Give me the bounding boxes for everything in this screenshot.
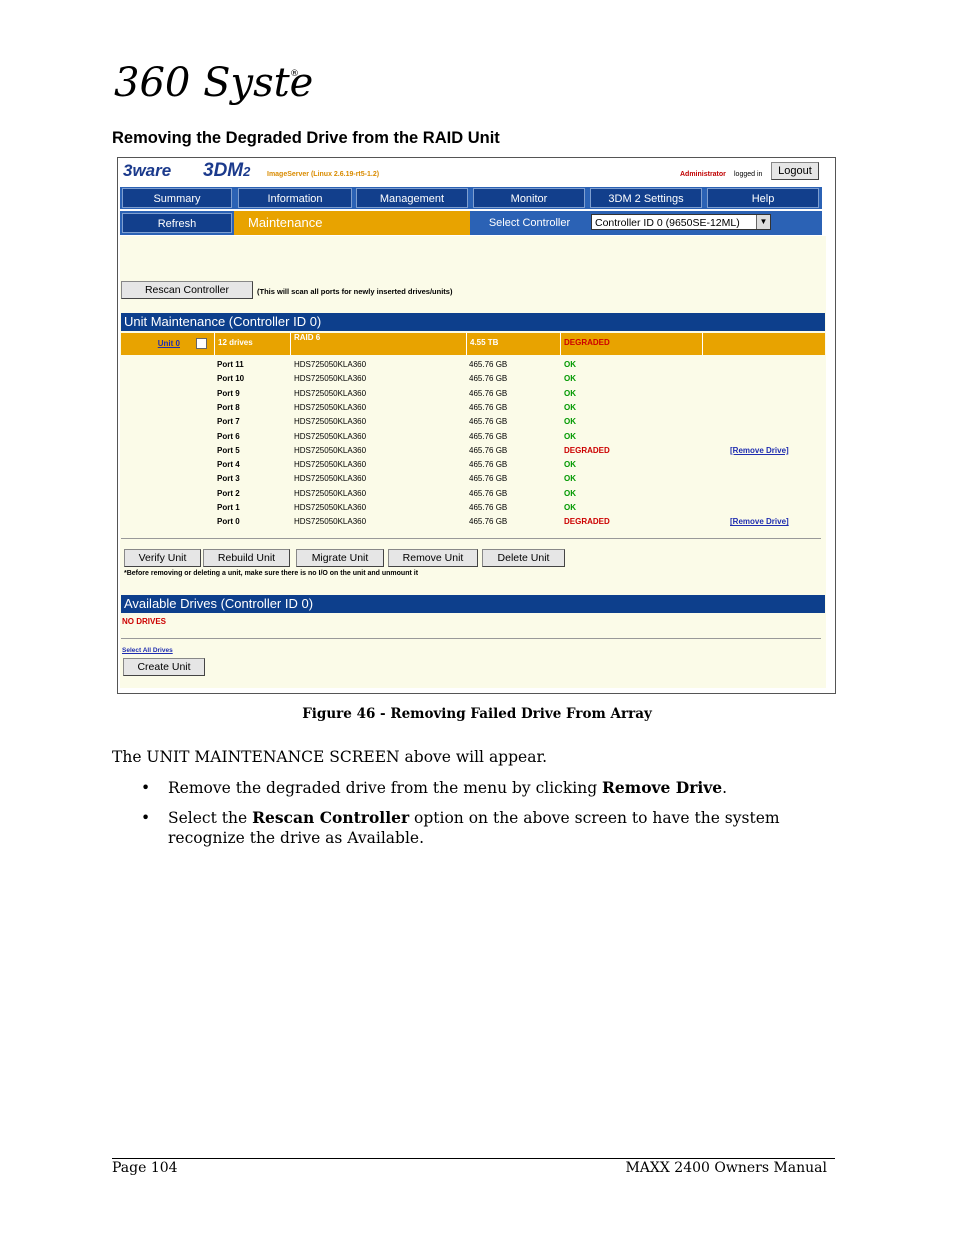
- logged-in-text: logged in: [734, 171, 763, 178]
- drive-model: HDS725050KLA360: [294, 402, 367, 412]
- migrate-unit-button[interactable]: Migrate Unit: [296, 549, 384, 567]
- unit-checkbox[interactable]: [196, 338, 207, 349]
- drive-model: HDS725050KLA360: [294, 445, 367, 455]
- content-pane: [120, 236, 826, 688]
- port-label: Port 2: [217, 488, 240, 498]
- drive-status: OK: [564, 488, 576, 498]
- drive-status: OK: [564, 431, 576, 441]
- select-controller-label: Select Controller: [488, 217, 571, 229]
- drive-status: OK: [564, 374, 576, 384]
- bullet-marker: •: [141, 779, 151, 797]
- no-drives-text: NO DRIVES: [122, 617, 167, 626]
- bullet-1-end: .: [722, 779, 728, 797]
- drive-model: HDS725050KLA360: [294, 374, 367, 384]
- port-label: Port 3: [217, 474, 240, 484]
- divider: [121, 638, 821, 639]
- section-heading: Removing the Degraded Drive from the RAID Unit: [112, 129, 500, 147]
- unit-maintenance-title: Unit Maintenance (Controller ID 0): [121, 313, 825, 331]
- bullet-1-text: Remove the degraded drive from the menu by clicking: [168, 779, 603, 797]
- drive-size: 465.76 GB: [469, 445, 508, 455]
- app-header: [119, 159, 834, 185]
- brand-version: 2: [243, 164, 251, 179]
- table-row: [121, 444, 825, 458]
- drive-size: 465.76 GB: [469, 503, 508, 512]
- table-row: [121, 515, 825, 529]
- remove-drive-link[interactable]: [Remove Drive]: [730, 517, 789, 527]
- port-label: Port 5: [217, 445, 240, 455]
- drive-status: OK: [564, 460, 576, 470]
- tab-maintenance[interactable]: Maintenance: [234, 211, 470, 235]
- port-list: [121, 358, 825, 530]
- port-label: Port 10: [217, 374, 245, 384]
- bullet-marker: •: [141, 809, 151, 827]
- rescan-note: (This will scan all ports for newly inserted drives/units): [257, 287, 453, 296]
- drive-size: 465.76 GB: [469, 417, 508, 427]
- table-row: [121, 487, 825, 501]
- controller-select-value: Controller ID 0 (9650SE-12ML): [595, 217, 740, 229]
- table-row: [121, 372, 825, 386]
- drive-size: 465.76 GB: [469, 488, 508, 498]
- rescan-controller-button[interactable]: Rescan Controller: [121, 281, 253, 299]
- port-label: Port 1: [217, 503, 240, 512]
- drive-model: HDS725050KLA360: [294, 503, 367, 512]
- drive-model: HDS725050KLA360: [294, 517, 367, 527]
- bullet-2: [168, 808, 836, 848]
- table-row: [121, 472, 825, 486]
- nav-summary[interactable]: Summary: [122, 188, 232, 208]
- brand-3ware: 3ware: [123, 161, 172, 180]
- drive-size: 465.76 GB: [469, 460, 508, 470]
- drive-status: OK: [564, 474, 576, 484]
- bullet-1: [168, 778, 836, 798]
- intro-text: The UNIT MAINTENANCE SCREEN above will appear.: [112, 748, 548, 766]
- remove-unit-button[interactable]: Remove Unit: [388, 549, 478, 567]
- unit-warning-note: *Before removing or deleting a unit, make sure there is no I/O on the unit and unmount it: [124, 570, 419, 577]
- svg-text:360 Systems: 360 Syste: [114, 60, 312, 106]
- delete-unit-button[interactable]: Delete Unit: [482, 549, 565, 567]
- logo-graphic: [112, 52, 312, 114]
- refresh-button[interactable]: Refresh: [122, 213, 232, 233]
- unit-raid: RAID 6: [291, 333, 467, 355]
- drive-status: DEGRADED: [564, 517, 610, 527]
- footer-rule: [112, 1158, 835, 1159]
- drive-size: 465.76 GB: [469, 474, 508, 484]
- drive-size: 465.76 GB: [469, 517, 508, 527]
- bullet-2-text: Select the: [168, 809, 253, 827]
- table-row: [121, 387, 825, 401]
- nav-3dm-settings[interactable]: 3DM 2 Settings: [590, 188, 702, 208]
- drive-status: OK: [564, 402, 576, 412]
- bullet-2-end: option on the above screen to have the system recognize the drive as Available.: [168, 809, 780, 847]
- drive-status: OK: [564, 360, 576, 369]
- rebuild-unit-button[interactable]: Rebuild Unit: [203, 549, 290, 567]
- drive-size: 465.76 GB: [469, 388, 508, 398]
- bullet-2-bold: Rescan Controller: [252, 808, 410, 827]
- drive-status: OK: [564, 417, 576, 427]
- unit-link[interactable]: Unit 0: [157, 338, 180, 348]
- drive-model: HDS725050KLA360: [294, 431, 367, 441]
- figure-caption: Figure 46 - Removing Failed Drive From Array: [302, 706, 652, 722]
- port-label: Port 4: [217, 460, 240, 470]
- unit-row: [121, 333, 825, 355]
- logout-button[interactable]: Logout: [771, 162, 819, 180]
- drive-size: 465.76 GB: [469, 402, 508, 412]
- table-row: [121, 358, 825, 372]
- controller-select[interactable]: [591, 214, 771, 230]
- nav-bar: [120, 187, 822, 209]
- drive-size: 465.76 GB: [469, 374, 508, 384]
- unit-cell: [121, 333, 215, 355]
- nav-help[interactable]: Help: [707, 188, 819, 208]
- drive-model: HDS725050KLA360: [294, 460, 367, 470]
- bullet-1-bold: Remove Drive: [602, 778, 723, 797]
- drive-status: OK: [564, 503, 576, 512]
- port-label: Port 7: [217, 417, 240, 427]
- port-label: Port 11: [217, 360, 244, 369]
- port-label: Port 9: [217, 388, 240, 398]
- unit-action: [703, 333, 825, 355]
- drive-size: 465.76 GB: [469, 360, 508, 369]
- drive-model: HDS725050KLA360: [294, 360, 367, 369]
- select-all-drives-link[interactable]: Select All Drives: [122, 647, 173, 654]
- unit-status: DEGRADED: [561, 333, 703, 355]
- drive-model: HDS725050KLA360: [294, 474, 367, 484]
- drive-status: DEGRADED: [564, 445, 610, 455]
- unit-drives: 12 drives: [215, 333, 291, 355]
- brand-3dm: [203, 160, 250, 182]
- drive-model: HDS725050KLA360: [294, 388, 367, 398]
- chevron-down-icon[interactable]: ▼: [756, 215, 770, 229]
- page-number: Page 104: [112, 1160, 178, 1176]
- unit-size: 4.55 TB: [467, 333, 561, 355]
- table-row: [121, 401, 825, 415]
- table-row: [121, 430, 825, 444]
- port-label: Port 6: [217, 431, 240, 441]
- port-label: Port 0: [217, 517, 240, 527]
- manual-title: MAXX 2400 Owners Manual: [625, 1160, 827, 1176]
- table-row: [121, 458, 825, 472]
- brand-3dm-text: 3DM: [203, 160, 244, 181]
- available-drives-title: Available Drives (Controller ID 0): [121, 595, 825, 613]
- admin-text: Administrator: [680, 171, 726, 178]
- screenshot-frame: [117, 157, 836, 694]
- divider: [121, 538, 821, 539]
- drive-model: HDS725050KLA360: [294, 488, 367, 498]
- table-row: [121, 501, 825, 515]
- nav-monitor[interactable]: Monitor: [473, 188, 585, 208]
- create-unit-button[interactable]: Create Unit: [123, 658, 205, 676]
- nav-management[interactable]: Management: [356, 188, 468, 208]
- svg-text:®: ®: [290, 69, 299, 79]
- server-name: ImageServer (Linux 2.6.19-rt5-1.2): [267, 171, 380, 178]
- drive-model: HDS725050KLA360: [294, 417, 367, 427]
- remove-drive-link[interactable]: [Remove Drive]: [730, 445, 789, 455]
- table-row: [121, 415, 825, 429]
- drive-status: OK: [564, 388, 576, 398]
- drive-size: 465.76 GB: [469, 431, 508, 441]
- port-label: Port 8: [217, 402, 240, 412]
- company-logo: [112, 52, 312, 114]
- nav-information[interactable]: Information: [238, 188, 352, 208]
- verify-unit-button[interactable]: Verify Unit: [124, 549, 201, 567]
